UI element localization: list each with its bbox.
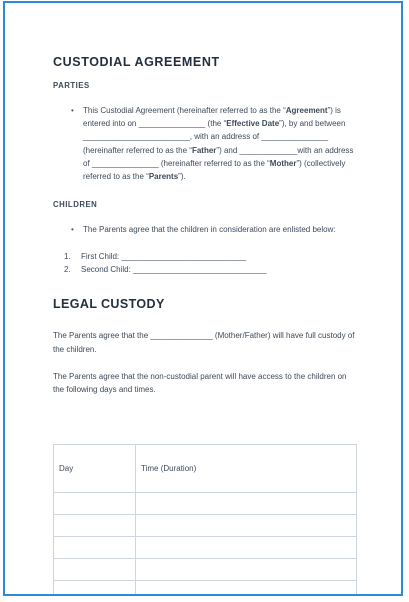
day-cell[interactable] [54,515,136,537]
parties-heading: PARTIES [53,81,90,90]
custody-paragraph: The Parents agree that the ______________ (Mother/Father) will have full custody of the children. [53,331,355,354]
time-cell[interactable] [136,515,357,537]
document-body [53,55,359,473]
effective-date-term: Effective Date [226,119,280,129]
children-heading: CHILDREN [53,200,98,210]
table-row [54,515,357,537]
legal-custody-heading: LEGAL CUSTODY [53,297,165,312]
mother-term: Mother [269,158,297,168]
table-row [54,493,357,515]
parties-text-intro: This Custodial Agreement (hereinafter referred to as the “ [83,106,286,115]
list-number: 2. [64,265,71,275]
children-numbered-list [53,250,359,276]
day-cell[interactable] [54,559,136,581]
parties-text-and: ”) and _____________with an address of _______________ (hereinafter referred to as the “ [83,145,354,168]
time-cell[interactable] [136,581,357,597]
schedule-table [53,444,357,596]
day-column-header: Day [54,445,136,493]
list-number: 1. [64,252,71,262]
parents-term: Parents [148,172,179,182]
list-item [64,250,359,263]
parties-paragraph [83,104,359,183]
parties-text-between: ”), by and between ________________________, with an address of _______________ (hereinafter referred to as the “ [83,119,346,155]
table-row [54,559,357,581]
parties-list [53,104,359,183]
children-intro: • The Parents agree that the children in consideration are enlisted below: [83,223,359,236]
time-cell[interactable] [136,493,357,515]
second-child-field: Second Child: ______________________________ [81,265,267,275]
document-page [3,1,403,596]
day-cell[interactable] [54,537,136,559]
table-row [54,581,357,597]
time-column-header: Time (Duration) [136,445,357,493]
table-row [54,537,357,559]
parties-text-closing: ”). [178,172,186,182]
father-term: Father [191,145,217,155]
day-cell[interactable] [54,581,136,597]
parties-text-collectively: ”) (collectively referred to as the “ [83,158,346,182]
first-child-field: First Child: ____________________________ [81,252,247,262]
children-bullet-list [53,223,359,236]
time-cell[interactable] [136,559,357,581]
time-cell[interactable] [136,537,357,559]
document-title: CUSTODIAL AGREEMENT [53,55,220,69]
day-cell[interactable] [54,493,136,515]
table-header-row [54,445,357,493]
list-item [64,263,359,276]
access-paragraph: The Parents agree that the non-custodial parent will have access to the children on the following days and times. [53,371,347,395]
agreement-term: Agreement [285,106,328,115]
parties-text-date: ”) is entered into on _______________ (the “ [83,106,341,129]
